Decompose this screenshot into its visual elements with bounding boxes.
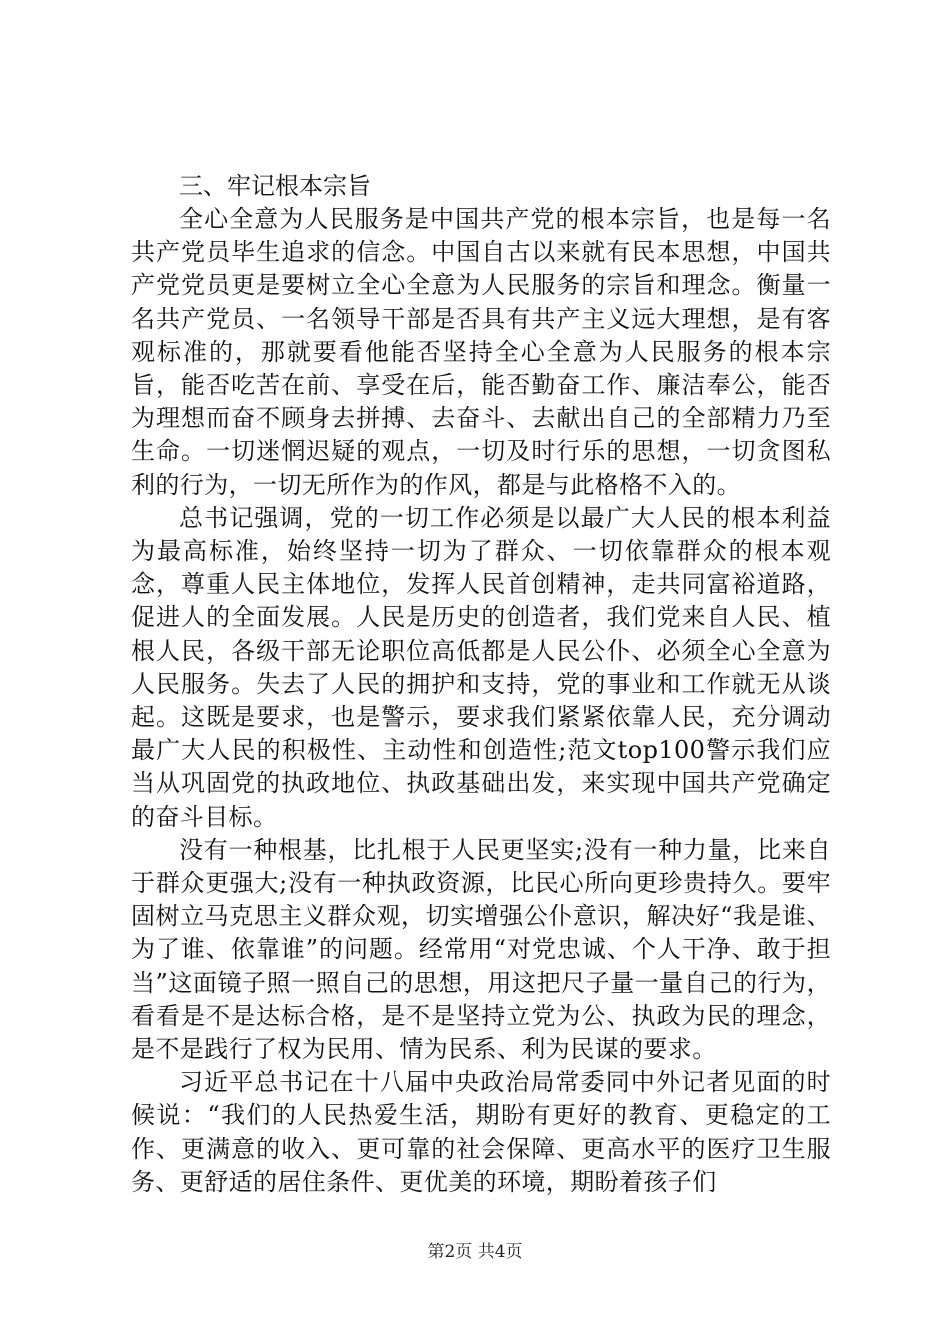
document-body (131, 170, 831, 1199)
paragraph-2: 总书记强调，党的一切工作必须是以最广大人民的根本利益为最高标准，始终坚持一切为了群众、一切依靠群众的根本观念，尊重人民主体地位，发挥人民首创精神，走共同富裕道路，促进人的全面发展。人民是历史的创造者，我们党来自人民、植根人民，各级干部无论职位高低都是人民公仆、必须全心全意为人民服务。失去了人民的拥护和支持，党的事业和工作就无从谈起。这既是要求，也是警示，要求我们紧紧依靠人民，充分调动最广大人民的积极性、主动性和创造性;范文top100警示我们应当从巩固党的执政地位、执政基础出发，来实现中国共产党确定的奋斗目标。 (131, 503, 831, 831)
paragraph-4: 习近平总书记在十八届中央政治局常委同中外记者见面的时候说：“我们的人民热爱生活，期盼有更好的教育、更稳定的工作、更满意的收入、更可靠的社会保障、更高水平的医疗卫生服务、更舒适的居住条件、更优美的环境，期盼着孩子们 (131, 1068, 831, 1196)
page-number-footer: 第2页 共4页 (427, 1242, 523, 1262)
section-heading: 三、牢记根本宗旨 (179, 172, 371, 200)
paragraph-3: 没有一种根基，比扎根于人民更坚实;没有一种力量，比来自于群众更强大;没有一种执政资源，比民心所向更珍贵持久。要牢固树立马克思主义群众观，切实增强公仆意识，解决好“我是谁、为了谁、依靠谁”的问题。经常用“对党忠诚、个人干净、敢于担当”这面镜子照一照自己的思想，用这把尺子量一量自己的行为，看看是不是达标合格，是不是坚持立党为公、执政为民的理念，是不是践行了权为民用、情为民系、利为民谋的要求。 (131, 835, 831, 1064)
paragraph-1: 全心全意为人民服务是中国共产党的根本宗旨，也是每一名共产党员毕生追求的信念。中国自古以来就有民本思想，中国共产党党员更是要树立全心全意为人民服务的宗旨和理念。衡量一名共产党员、一名领导干部是否具有共产主义远大理想，是有客观标准的，那就要看他能否坚持全心全意为人民服务的根本宗旨，能否吃苦在前、享受在后，能否勤奋工作、廉洁奉公，能否为理想而奋不顾身去拼搏、去奋斗、去献出自己的全部精力乃至生命。一切迷惘迟疑的观点，一切及时行乐的思想，一切贪图私利的行为，一切无所作为的作风，都是与此格格不入的。 (131, 205, 831, 499)
